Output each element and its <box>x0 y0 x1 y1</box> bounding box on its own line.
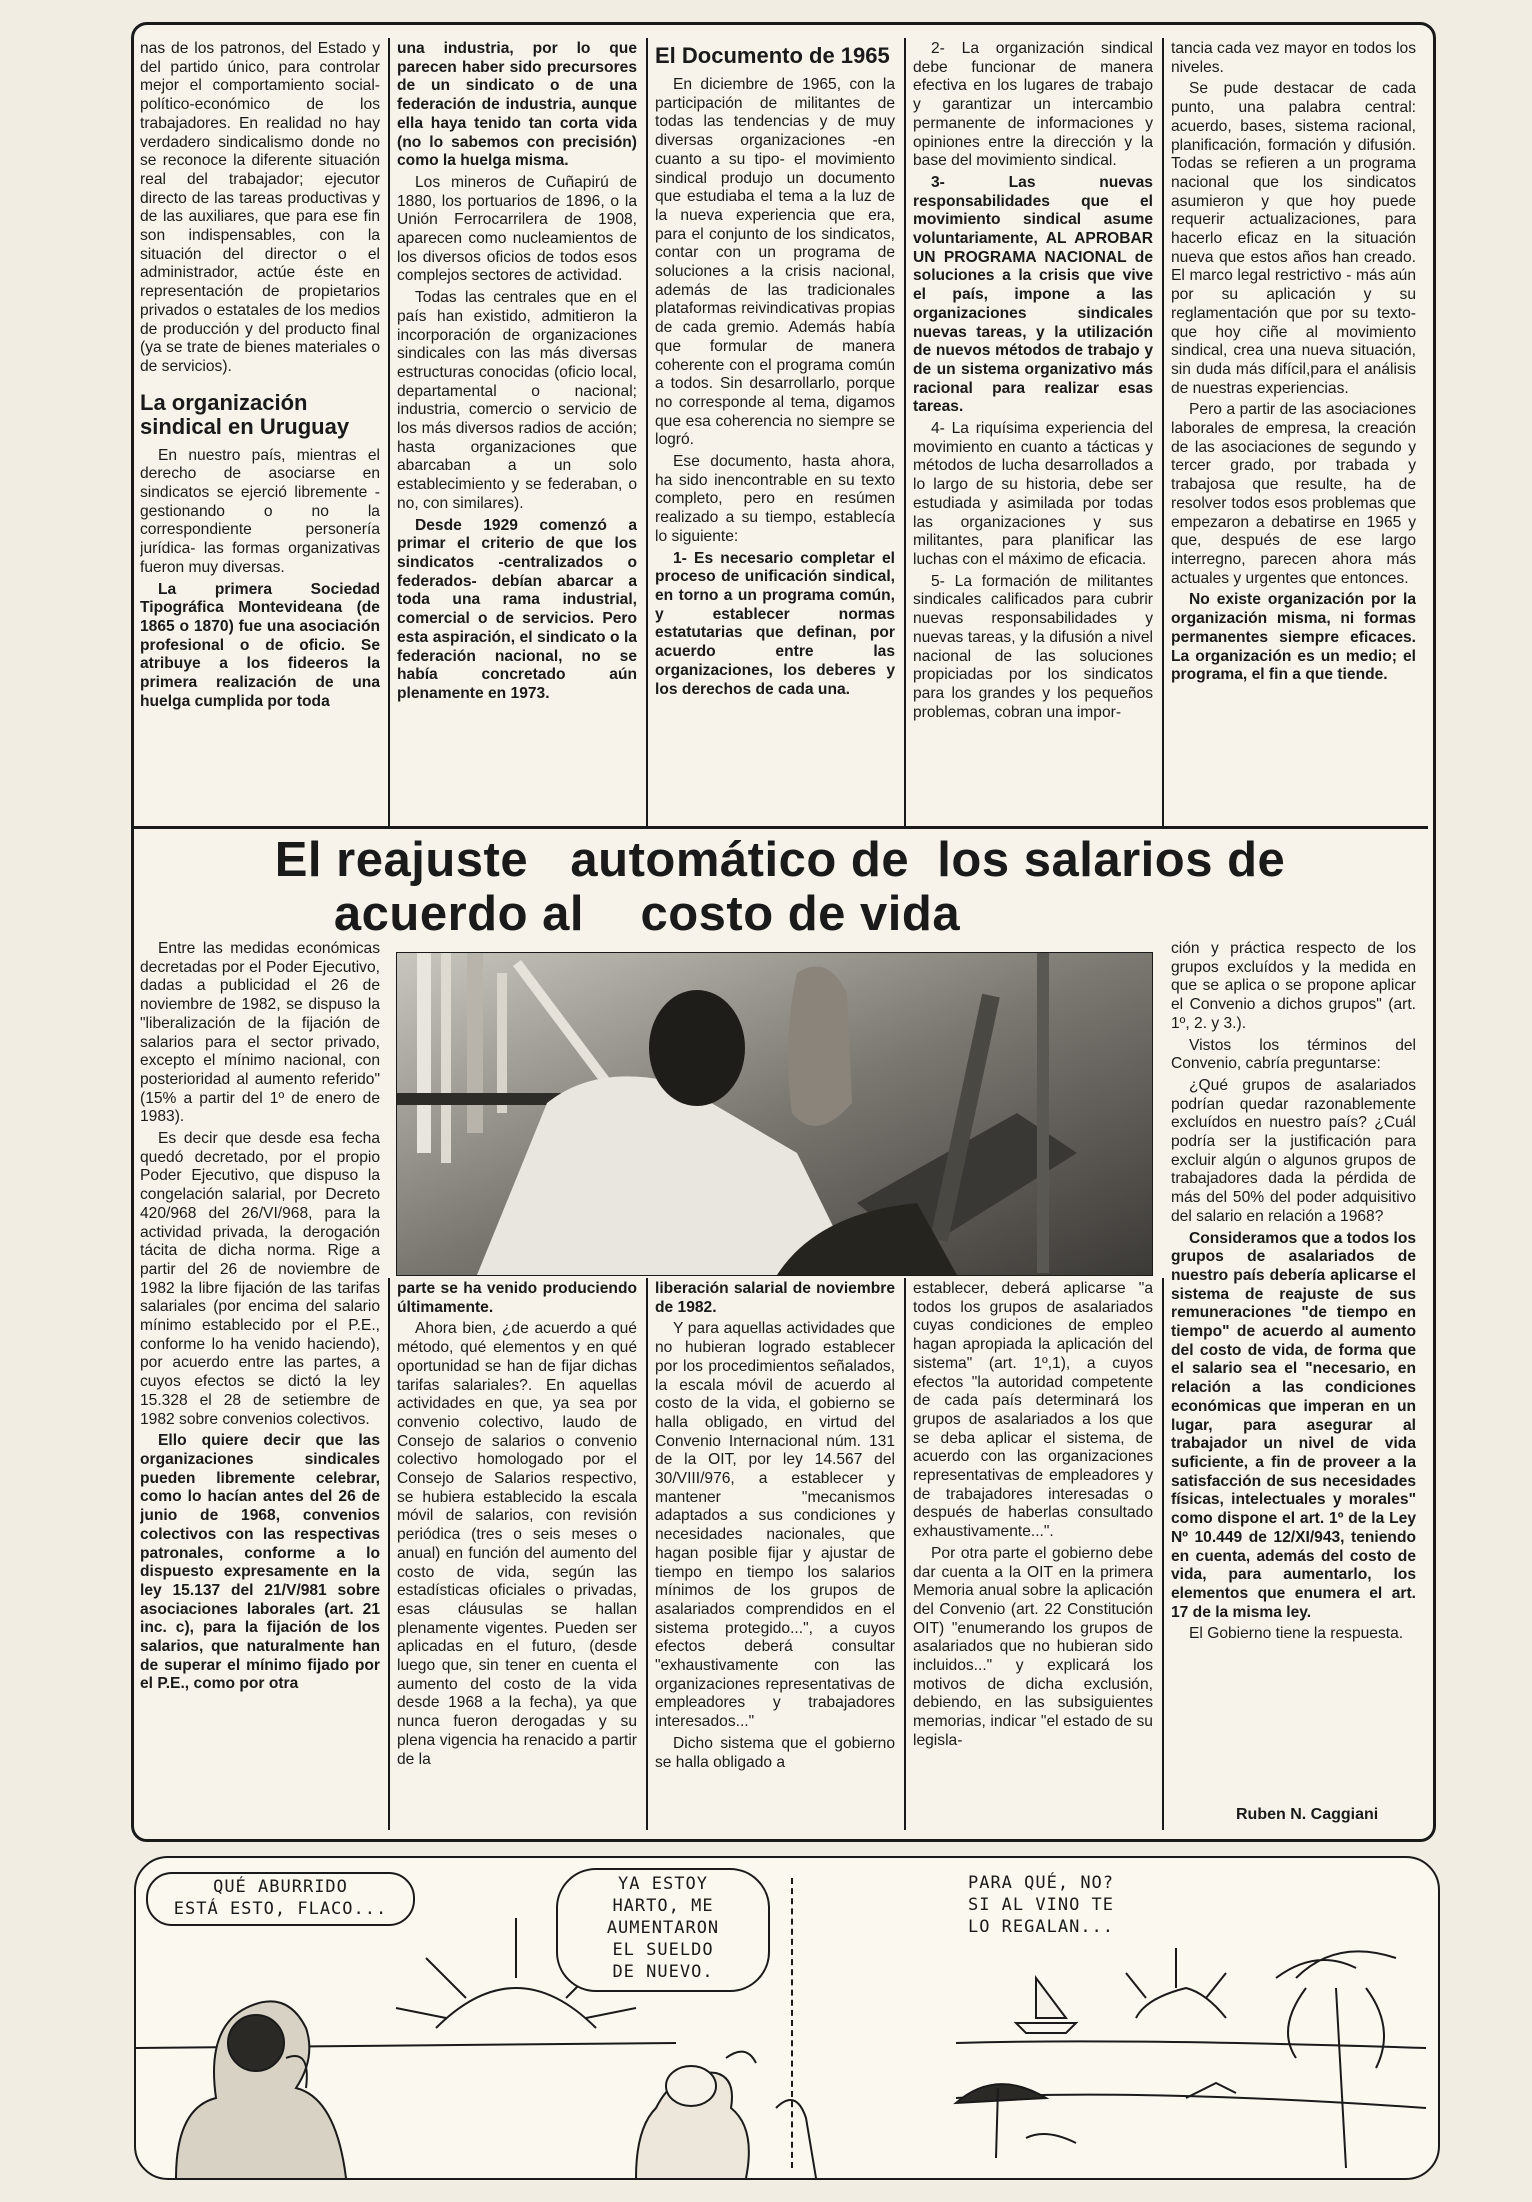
speech-text: YA ESTOY HARTO, ME AUMENTARON EL SUELDO DE NUEVO. <box>606 1874 720 1982</box>
paragraph: Por otra parte el gobierno debe dar cuenta a la OIT en la primera Memoria anual sobre la aplicación del Convenio (art. 22 Constitución OIT) "enumerando los grupos de asalariados que no hubieran sido incluidos..." y explicará los motivos de dicha exclusión, debiendo, en las subsiguientes memorias, indicar "el estado de su legisla- <box>913 1544 1153 1749</box>
panel-divider <box>791 1878 793 2168</box>
paragraph-bold: No existe organización por la organización misma, ni formas permanentes siempre eficaces. La organización es un medio; el programa, el fin a que tiende. <box>1171 591 1416 684</box>
paragraph: Todas las centrales que en el país han existido, admitieron la incorporación de organizaciones sindicales con las más diversas estructuras conocidas (oficio local, departamental o nacional; industria, comercio o servicio de los más diversos radios de acción; hasta organizaciones que abarcaban a un solo establecimiento y se federaban, o no, con similares). <box>397 289 637 512</box>
paragraph-bold: Consideramos que a todos los grupos de asalariados de nuestro país debería aplicarse el sistema de reajuste de sus remuneraciones "de tiempo en tiempo" de acuerdo al aumento del costo de vida, de forma que el salario sea el "necesario, en relación a las condiciones económicas que imperan en un lugar, para asegurar al trabajador un nivel de vida suficiente, a fin de proveer a la satisfacción de sus necesidades físicas, intelectuales y morales" como dispone el art. 1º de la Ley Nº 10.449 de 12/XI/943, teniendo en cuenta, además del costo de vida, para aumentarlo, los elementos que enumera el art. 17 de la misma ley. <box>1171 1229 1416 1621</box>
paragraph-bold: Desde 1929 comenzó a primar el criterio de que los sindicatos -centralizados o federados- debían abarcar a toda una rama industrial, comercial o de servicios. Pero esta aspiración, el sindicato o la federación nacional, no se había concretado aún plenamente en 1973. <box>397 516 637 702</box>
top-column-4 <box>913 40 1153 826</box>
paragraph: tancia cada vez mayor en todos los niveles. <box>1171 40 1416 76</box>
paragraph-bold: parte se ha venido produciendo últimamente. <box>397 1280 637 1316</box>
column-rule <box>646 38 648 828</box>
paragraph: 5- La formación de militantes sindicales calificados para cubrir nuevas responsabilidades y nuevas tareas, y la difusión a nivel nacional de las soluciones propiciadas por los sindicatos para los grandes y los pequeños problemas, cobran una impor- <box>913 572 1153 721</box>
paragraph: nas de los patronos, del Estado y del partido único, para controlar mejor el comportamiento social-político-económico de los trabajadores. En realidad no hay verdadero sindicalismo donde no se reconoce la diferente situación real del trabajador; ejecutor directo de las tareas productivas y de las auxiliares, que para ese fin son indispensables, con la situación del director o el administrador, actúe éste en representación de propietarios privados o estatales de los medios de producción y del producto final (ya se trate de bienes materiales o de servicios). <box>140 40 380 375</box>
top-column-5 <box>1171 40 1416 826</box>
column-rule <box>646 1278 648 1830</box>
headline-line-1: El reajuste automático de los salarios de <box>274 833 1286 887</box>
paragraph: Los mineros de Cuñapirú de 1880, los portuarios de 1896, o la Unión Ferrocarrilera de 1908, aparecen como nucleamientos de los diversos oficios de todos esos complejos sectores de actividad. <box>397 173 637 285</box>
paragraph: ción y práctica respecto de los grupos excluídos y la medida en que se aplica o se propone aplicar el Convenio a dichos grupos" (art. 1º, 2. y 3.). <box>1171 940 1416 1032</box>
speech-bubble-1 <box>146 1872 415 1926</box>
column-rule <box>904 1278 906 1830</box>
paragraph: Pero a partir de las asociaciones laborales de empresa, la creación de las asociaciones de segundo y tercer grado, por trabada y trabajosa que resulte, ha de resolver todos esos problemas que empezaron a debatirse en 1965 y que, después de ese largo interregno, parecen ahora más actuales y urgentes que entonces. <box>1171 401 1416 587</box>
speech-text-3 <box>926 1872 1156 1952</box>
bottom-column-5 <box>1171 940 1416 1810</box>
top-column-2 <box>397 40 637 826</box>
paragraph: 4- La riquísima experiencia del movimiento en cuanto a tácticas y métodos de lucha desarrollados a lo largo de su historia, debe ser estudiada y asimilada por todas las organizaciones y sus militantes, para planificar las luchas con el máximo de eficacia. <box>913 420 1153 568</box>
paragraph: Vistos los términos del Convenio, cabría preguntarse: <box>1171 1036 1416 1073</box>
paragraph: ¿Qué grupos de asalariados podrían quedar razonablemente excluídos en nuestro país? ¿Cuál podría ser la justificación para excluir algún o algunos grupos de trabajadores dada la pérdida de más del 50% del poder adquisitivo del salario en relación a 1968? <box>1171 1076 1416 1225</box>
paragraph: Ahora bien, ¿de acuerdo a qué método, qué elementos y en qué oportunidad se han de fijar dichas tarifas salariales?. En aquellas actividades en que, ya sea por convenio colectivo, laudo de Consejo de salarios o convenio colectivo homologado por el Consejo de Salarios respectivo, se hubiera establecido la escala móvil de salarios, con revisión periódica (tres o seis meses o anual) en función del aumento del costo de vida, según las estadísticas oficiales o privadas, esas cláusulas se hallan plenamente vigentes. Pueden ser aplicadas en el futuro, (desde luego que, sin tener en cuenta el aumento del costo de la vida desde 1968 a la fecha), ya que nunca fueron derogadas y su plena vigencia ha renacido a partir de la <box>397 1320 637 1768</box>
section-heading: La organización sindical en Uruguay <box>140 389 350 439</box>
column-rule <box>1162 1278 1164 1830</box>
paragraph: En diciembre de 1965, con la participación de militantes de todas las tendencias y de muy diversas organizaciones -en cuanto a su tipo- el movimiento sindical produjo un documento que estudiaba el tema a la luz de la nueva experiencia que era, para el conjunto de los sindicatos, contar con un programa de soluciones a la crisis nacional, además de las tradicionales plataformas reivindicativas propias de cada gremio. Además había que formular de manera coherente con el programa común a todos. Sin desarrollarlo, porque no corresponde al tema, digamos que esa coherencia no siempre se logró. <box>655 76 895 449</box>
paragraph: Y para aquellas actividades que no hubieran logrado establecer por los procedimientos señalados, la escala móvil de acuerdo al costo de la vida, el gobierno se halla obligado, en virtud del Convenio Internacional núm. 131 de la OIT, por ley 14.567 del 30/VIII/976, a establecer y mantener "mecanismos adaptados a sus condiciones y necesidades nacionales, que hagan posible fijar y ajustar de tiempo en tiempo los salarios mínimos de los grupos de asalariados comprendidos en el sistema protegido...", a cuyos efectos deberá consultar "exhaustivamente con las organizaciones representativas de empleadores y trabajadores interesados..." <box>655 1320 895 1731</box>
paragraph: Se pude destacar de cada punto, una palabra central: acuerdo, bases, sistema racional, planificación, formación y difusión. Todas se refieren a un programa nacional que los sindicatos asumieron y que hoy puede requerir actualizaciones, para hacerlo eficaz en la situación nueva que estos años han creado. El marco legal restrictivo - más aún por su aplicación y su reglamentación que por su texto- que hoy ciñe al movimiento sindical, crea una nueva situación, sin duda más difícil,para el análisis de nuestras experiencias. <box>1171 80 1416 397</box>
section-heading: El Documento de 1965 <box>655 43 890 68</box>
photo-worker-icon <box>397 953 1152 1275</box>
column-rule <box>904 38 906 828</box>
top-column-1 <box>140 40 380 826</box>
headline-line-2: acuerdo al costo de vida <box>333 887 961 941</box>
paragraph-bold: Ello quiere decir que las organizaciones sindicales pueden libremente celebrar, como lo hacían antes del 26 de junio de 1968, convenios colectivos con las respectivas patronales, conforme a lo dispuesto expresamente en la ley 15.137 del 21/V/981 sobre asociaciones laborales (art. 21 inc. c), para la fijación de los salarios, que naturalmente han de superar el mínimo fijado por el P.E., como por otra <box>140 1432 380 1693</box>
paragraph-bold: 3- Las nuevas responsabilidades que el movimiento sindical asume voluntariamente, AL APROBAR UN PROGRAMA NACIONAL de soluciones a la crisis que vive el país, impone a las organizaciones sindicales nuevas tareas, y la utilización de nuevos métodos de trabajo y de un sistema organizativo más racional para realizar esas tareas. <box>913 173 1153 416</box>
paragraph: En nuestro país, mientras el derecho de asociarse en sindicatos se ejerció libremente -gestionando o no la correspondiente personería jurídica- las formas organizativas fueron muy diversas. <box>140 446 380 576</box>
bottom-column-2 <box>397 1280 637 1828</box>
paragraph: Dicho sistema que el gobierno se halla obligado a <box>655 1734 895 1771</box>
paragraph-bold: La primera Sociedad Tipográfica Montevideana (de 1865 o 1870) fue una asociación profesional o de oficio. Se atribuye a los fideeros la primera realización de una huelga cumplida por toda <box>140 580 380 710</box>
paragraph: Ese documento, hasta ahora, ha sido inencontrable en su texto completo, pero en resúmen realizado a su tiempo, establecía lo siguiente: <box>655 453 895 545</box>
cartoon-strip <box>134 1856 1440 2180</box>
article-photo <box>396 952 1153 1276</box>
bottom-column-3 <box>655 1280 895 1828</box>
top-column-3 <box>655 40 895 826</box>
paragraph-bold: liberación salarial de noviembre de 1982. <box>655 1280 895 1316</box>
column-rule <box>388 38 390 828</box>
speech-text: QUÉ ABURRIDO ESTÁ ESTO, FLACO... <box>173 1877 388 1919</box>
paragraph-bold: 1- Es necesario completar el proceso de unificación sindical, en torno a un programa común, y establecer normas estatutarias que definan, por acuerdo entre las organizaciones, los deberes y los derechos de cada una. <box>655 549 895 698</box>
column-rule <box>1162 38 1164 828</box>
speech-bubble-2 <box>556 1868 770 1992</box>
section-divider <box>134 826 1428 829</box>
paragraph: Es decir que desde esa fecha quedó decretado, por el propio Poder Ejecutivo, que dispuso la congelación salarial, por Decreto 420/968 del 26/VI/968, para la actividad privada, la derogación tácita de dicha norma. Rige a partir del 26 de noviembre de 1982 la libre fijación de las tarifas salariales (por encima del salario mínimo establecido por el P.E., conforme lo ha venido haciendo), por acuerdo entre las partes, a cuyos efectos se dictó la ley 15.328 el 28 de setiembre de 1982 sobre convenios colectivos. <box>140 1130 380 1428</box>
speech-text: PARA QUÉ, NO? SI AL VINO TE LO REGALAN... <box>967 1873 1115 1937</box>
paragraph: El Gobierno tiene la respuesta. <box>1189 1625 1404 1643</box>
paragraph: 2- La organización sindical debe funcionar de manera efectiva en los lugares de trabajo y garantizar un intercambio permanente de informaciones y opiniones entre la dirección y la base del movimiento sindical. <box>913 40 1153 170</box>
paragraph-bold: una industria, por lo que parecen haber sido precursores de un sindicato o de una federación de industria, aunque ella haya tenido tan corta vida (no lo sabemos con precisión) como la huelga misma. <box>397 40 637 170</box>
paragraph: establecer, deberá aplicarse "a todos los grupos de asalariados cuyas condiciones de empleo hagan apropiada la aplicación del sistema" (art. 1º,1), a cuyos efectos "la autoridad competente de cada país determinará los grupos de asalariados a los que se deba aplicar el sistema, de acuerdo con las organizaciones representativas de empleadores y de trabajadores interesadas o después de haberlas consultado exhaustivamente...". <box>913 1280 1153 1541</box>
paragraph: Entre las medidas económicas decretadas por el Poder Ejecutivo, dadas a publicidad el 26 de noviembre de 1982, se dispuso la "liberalización de la fijación de salarios para el sector privado, excepto el mínimo nacional, con posterioridad al aumento referido" (15% a partir del 1º de enero de 1983). <box>140 940 380 1126</box>
byline: Ruben N. Caggiani <box>1236 1806 1379 1823</box>
column-rule <box>388 1278 390 1830</box>
bottom-column-4 <box>913 1280 1153 1828</box>
bottom-column-1 <box>140 940 380 1828</box>
